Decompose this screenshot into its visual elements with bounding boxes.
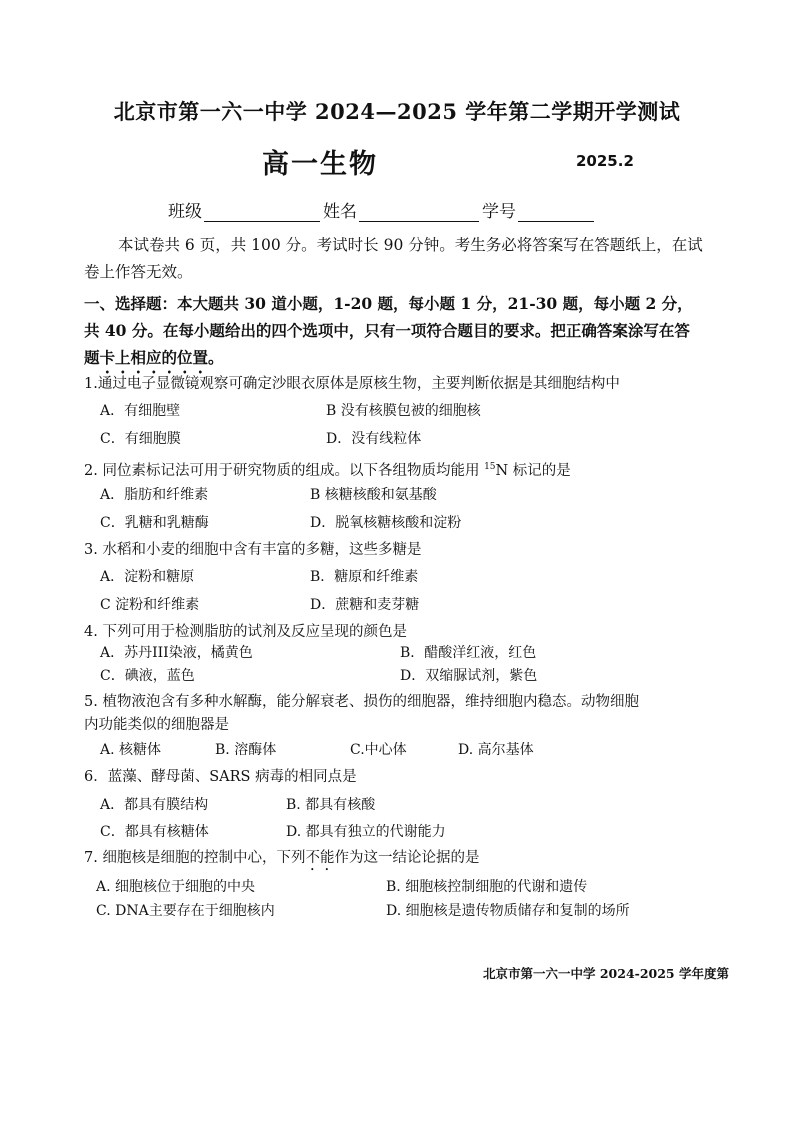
question-2-option-a: A．脂肪和纤维素 [100, 487, 209, 503]
question-7-option-b: B. 细胞核控制细胞的代谢和遗传 [386, 879, 588, 895]
name-label: 姓名 [323, 202, 357, 222]
question-3-option-c: C 淀粉和纤维素 [100, 597, 200, 613]
question-7-stem [84, 846, 704, 874]
question-5-stem-line2: 内功能类似的细胞器是 [84, 717, 229, 733]
question-3-option-b: B．糖原和纤维素 [310, 569, 419, 585]
page-footer: 北京市第一六一中学 2024-2025 学年度第 [483, 966, 729, 981]
class-label: 班级 [168, 202, 202, 222]
question-5-option-a: A. 核糖体 [100, 742, 162, 758]
question-4-option-b: B．醋酸洋红液，红色 [400, 645, 537, 661]
name-blank[interactable] [359, 203, 479, 222]
section-end: 。 [208, 348, 224, 367]
question-1-stem: 1.通过电子显微镜观察可确定沙眼衣原体是原核生物，主要判断依据是其细胞结构中 [84, 376, 620, 392]
question-6-option-d: D. 都具有独立的代谢能力 [286, 824, 446, 840]
exam-title: 北京市第一六一中学 2024—2025 学年第二学期开学测试 [113, 99, 681, 124]
question-4-option-c: C．碘液，蓝色 [100, 668, 195, 684]
isotope-mass-number: 15 [484, 462, 496, 472]
question-3-stem: 3. 水稻和小麦的细胞中含有丰富的多糖，这些多糖是 [84, 542, 422, 558]
exam-date: 2025.2 [576, 152, 634, 170]
question-7-emphasis: 不能 [305, 850, 335, 866]
question-5-option-b: B. 溶酶体 [215, 742, 277, 758]
question-5-stem-line1: 5. 植物液泡含有多种水解酶，能分解衰老、损伤的细胞器，维持细胞内稳态。动物细胞 [84, 694, 639, 710]
question-6-option-c: C．都具有核糖体 [100, 824, 209, 840]
question-6-option-a: A．都具有膜结构 [100, 797, 209, 813]
id-label: 学号 [482, 202, 516, 222]
section-text: 一、选择题：本大题共 30 道小题，1-20 题，每小题 1 分，21-30 题，每小题 2 分，共 40 分。在每小题给出的四个选项中，只有一项符合题目的要求。把正确答案涂写在答题 [84, 294, 693, 367]
question-1-option-d: D．没有线粒体 [326, 431, 422, 447]
question-2-option-b: B 核糖核酸和氨基酸 [310, 487, 437, 503]
question-6-option-b: B. 都具有核酸 [286, 797, 376, 813]
question-4-stem: 4. 下列可用于检测脂肪的试剂及反应呈现的颜色是 [84, 624, 407, 640]
question-7-option-a: A. 细胞核位于细胞的中央 [96, 879, 256, 895]
id-blank[interactable] [518, 203, 594, 222]
question-7-option-c: C. DNA主要存在于细胞核内 [96, 903, 275, 919]
question-2-stem [84, 455, 704, 483]
question-7-stem-end: 作为这一结论论据的是 [334, 850, 480, 866]
subject-title: 高一生物 [262, 149, 378, 180]
question-3-option-a: A．淀粉和糖原 [100, 569, 195, 585]
question-2-option-c: C．乳糖和乳糖酶 [100, 515, 209, 531]
question-7-stem-text: 7. 细胞核是细胞的控制中心，下列 [84, 850, 306, 866]
question-4-option-a: A．苏丹III染液，橘黄色 [100, 645, 253, 661]
question-1-option-a: A．有细胞壁 [100, 403, 181, 419]
question-1-option-c: C．有细胞膜 [100, 431, 181, 447]
question-2-option-d: D．脱氧核糖核酸和淀粉 [310, 515, 462, 531]
question-7-option-d: D. 细胞核是遗传物质储存和复制的场所 [386, 903, 630, 919]
class-blank[interactable] [204, 203, 320, 222]
question-2-stem-text: 2. 同位素标记法可用于研究物质的组成。以下各组物质均能用 [84, 462, 485, 479]
section-heading [84, 290, 704, 377]
section-emphasis: 卡上相应的位置 [99, 348, 209, 367]
question-4-option-d: D．双缩脲试剂，紫色 [400, 668, 538, 684]
question-5-option-c: C.中心体 [350, 742, 407, 758]
question-6-stem: 6．蓝藻、酵母菌、SARS 病毒的相同点是 [84, 769, 357, 785]
question-3-option-d: D．蔗糖和麦芽糖 [310, 597, 420, 613]
question-1-option-b: B 没有核膜包被的细胞核 [326, 403, 481, 419]
question-2-stem-end: N 标记的是 [495, 462, 571, 479]
exam-instructions: 本试卷共 6 页，共 100 分。考试时长 90 分钟。考生务必将答案写在答题纸上，在试卷上作答无效。 [84, 236, 703, 281]
student-info-fields [168, 197, 597, 222]
question-5-option-d: D. 高尔基体 [458, 742, 534, 758]
